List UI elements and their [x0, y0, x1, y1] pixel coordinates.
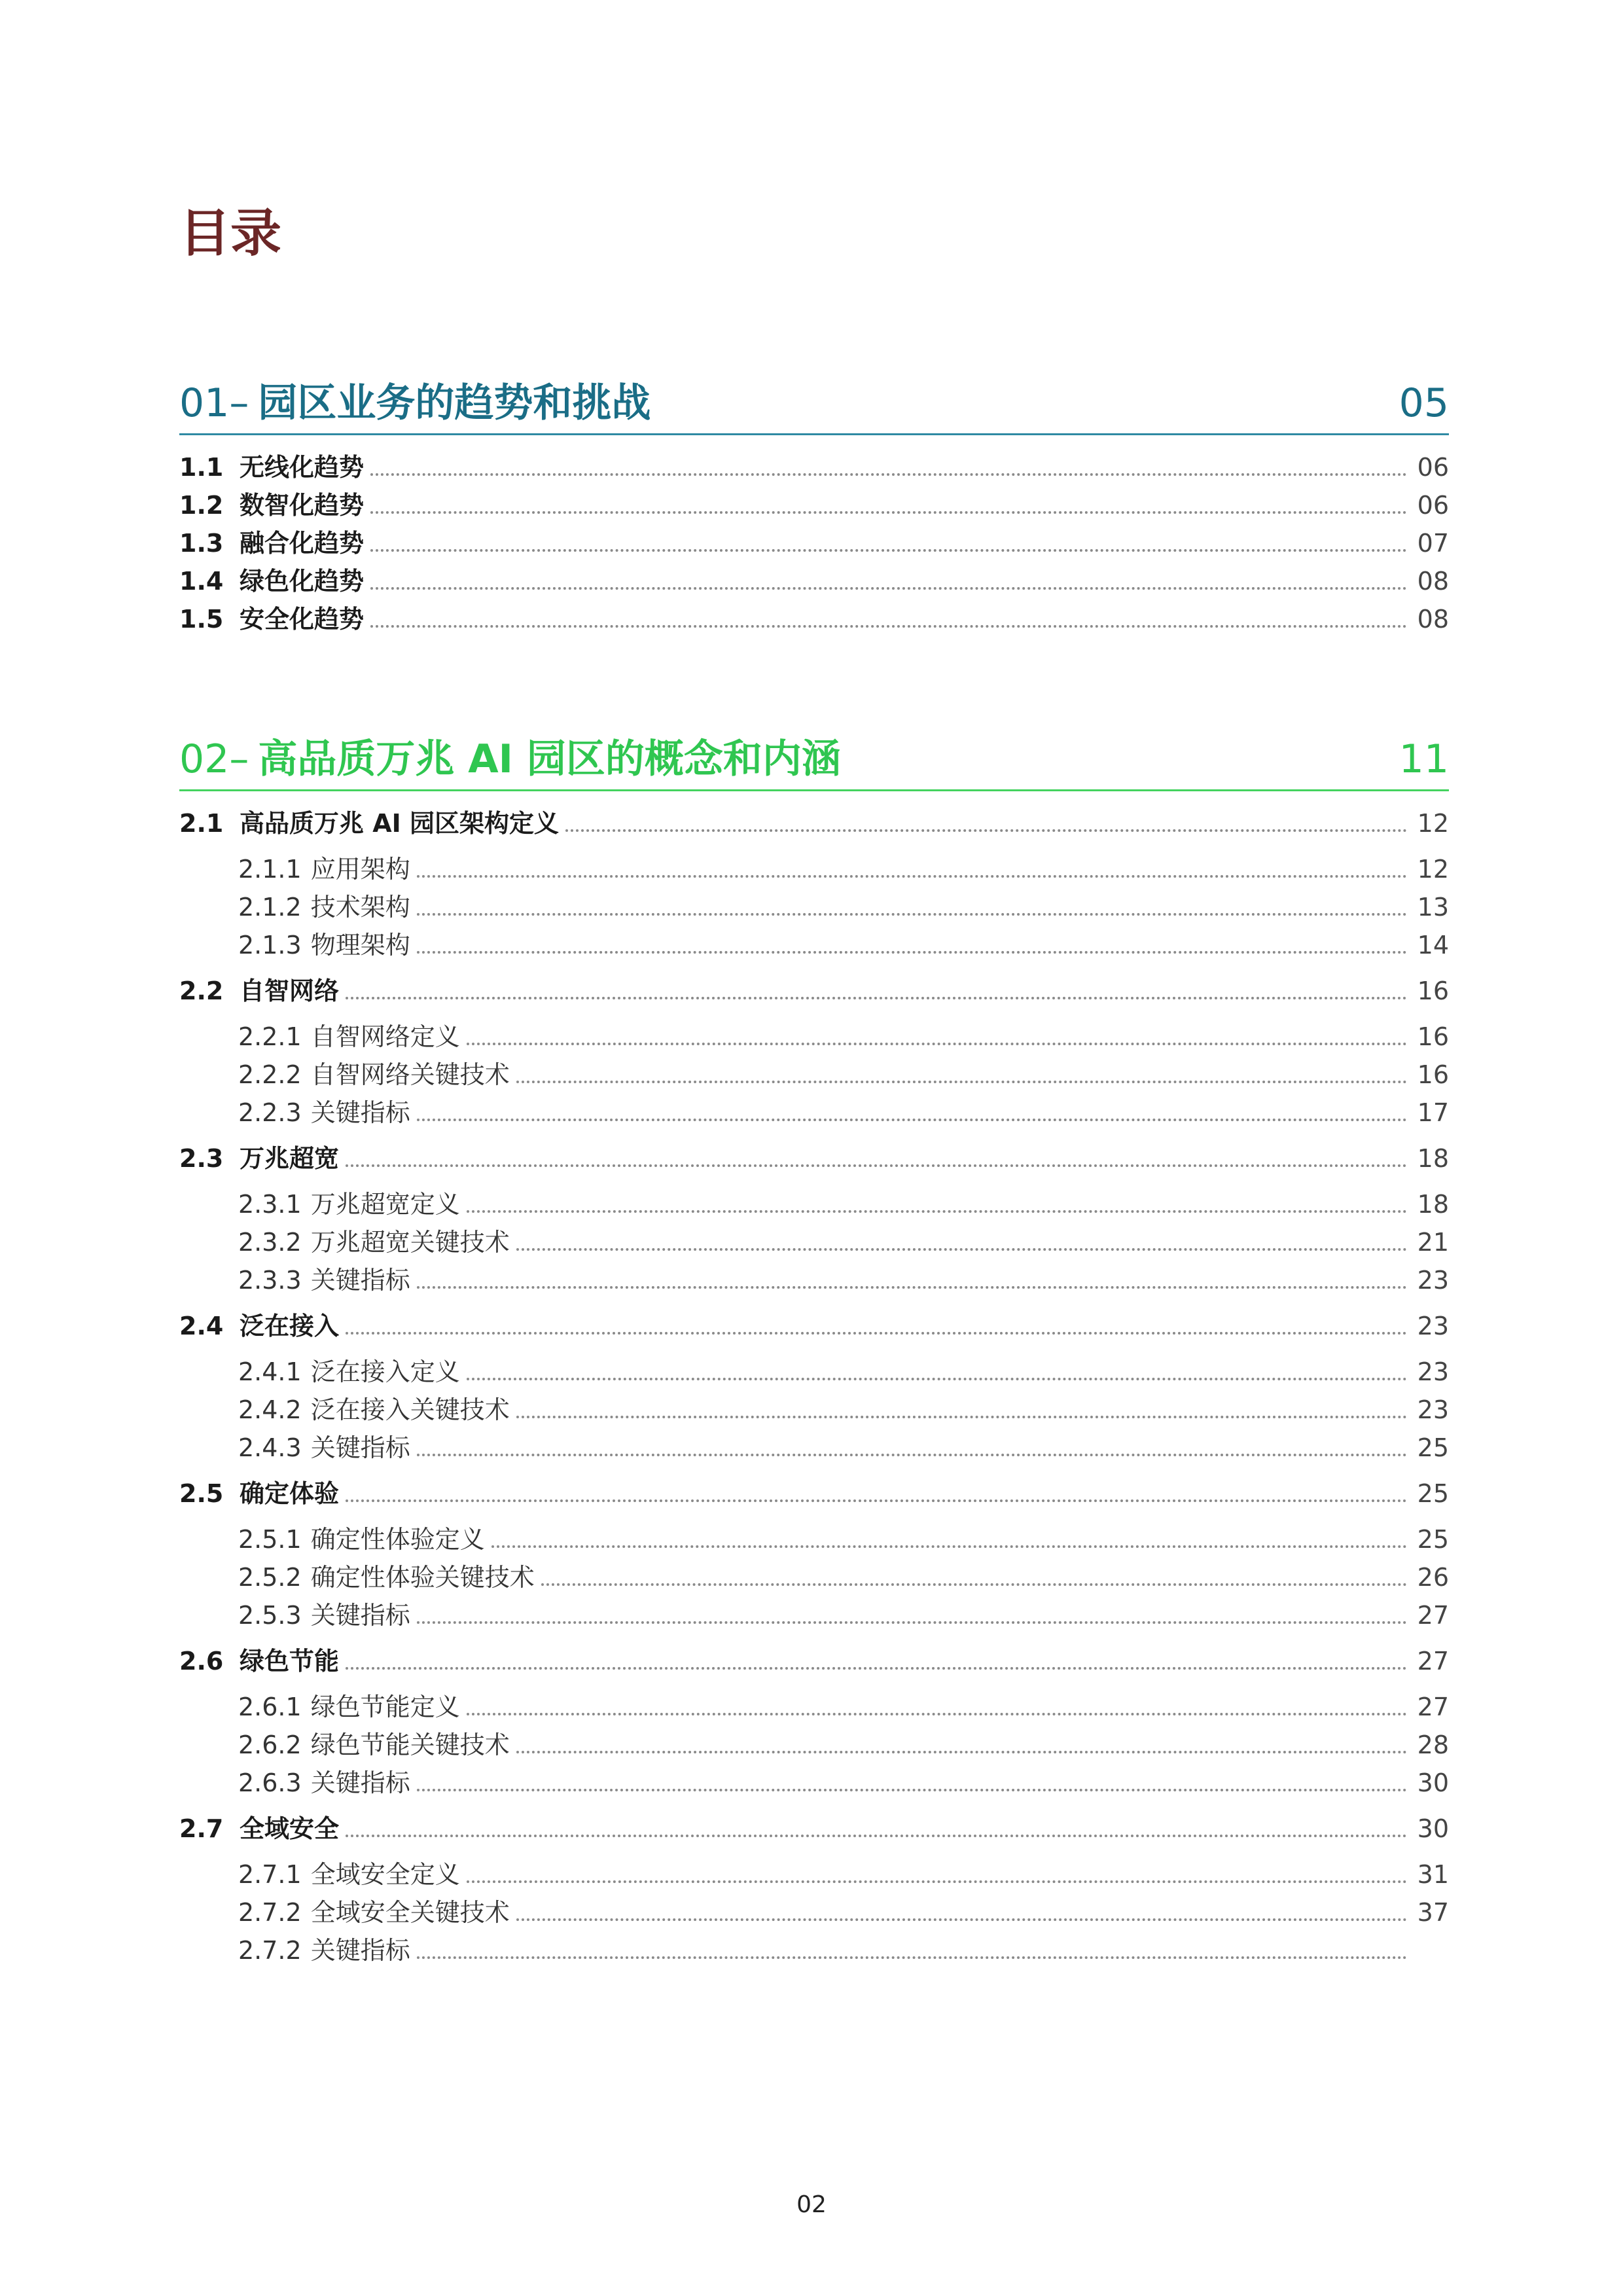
- entry-number: 2.3.2: [238, 1228, 302, 1257]
- entry-title: 自智网络关键技术: [310, 1060, 510, 1089]
- dot-leader: [417, 1119, 1407, 1121]
- toc-entry[interactable]: [238, 1359, 1449, 1384]
- entry-title: 确定体验: [240, 1479, 340, 1508]
- entry-title: 无线化趋势: [240, 453, 365, 482]
- entry-page: 26: [1417, 1563, 1449, 1592]
- dot-leader: [516, 1751, 1407, 1753]
- entry-title: 绿色节能关键技术: [310, 1731, 510, 1759]
- dot-leader: [346, 1332, 1407, 1335]
- dot-leader: [417, 1621, 1407, 1624]
- chapter-01: [179, 380, 1449, 634]
- entry-page: 27: [1417, 1601, 1449, 1630]
- entry-number: 1.3: [179, 529, 224, 558]
- toc-entry[interactable]: [238, 895, 1449, 920]
- entry-number: 2.7: [179, 1814, 224, 1843]
- entry-page: 25: [1417, 1479, 1449, 1508]
- chapter-title: 园区业务的趋势和挑战: [258, 380, 651, 426]
- entry-title: 关键指标: [310, 1601, 410, 1630]
- toc-entry[interactable]: [238, 857, 1449, 882]
- toc-entry[interactable]: [179, 607, 1449, 632]
- dot-leader: [467, 1378, 1407, 1380]
- dot-leader: [346, 1667, 1407, 1670]
- dot-leader: [417, 1789, 1407, 1791]
- entry-page: 31: [1417, 1860, 1449, 1889]
- entry-title: 高品质万兆 AI 园区架构定义: [240, 809, 560, 838]
- entry-page: 06: [1417, 453, 1449, 482]
- entry-number: 2.2.3: [238, 1098, 302, 1127]
- entry-page: 12: [1417, 809, 1449, 838]
- entry-page: 14: [1417, 931, 1449, 960]
- entry-number: 2.4.1: [238, 1357, 302, 1386]
- chapter-divider: [179, 433, 1449, 435]
- entry-page: 23: [1417, 1395, 1449, 1424]
- entry-number: 2.6.1: [238, 1693, 302, 1721]
- entry-number: 2.7.2: [238, 1936, 302, 1965]
- entry-page: 25: [1417, 1525, 1449, 1554]
- toc-entry[interactable]: [238, 1900, 1449, 1925]
- toc-entry[interactable]: [238, 1603, 1449, 1628]
- toc-entry[interactable]: [179, 455, 1449, 480]
- entry-page: 08: [1417, 567, 1449, 596]
- dot-leader: [516, 1416, 1407, 1418]
- entry-title: 绿色节能: [240, 1647, 340, 1676]
- toc-entry[interactable]: [238, 1397, 1449, 1422]
- chapter-page: 11: [1399, 736, 1449, 782]
- dot-leader: [516, 1081, 1407, 1083]
- toc-entry[interactable]: [179, 569, 1449, 594]
- chapter-page: 05: [1399, 380, 1449, 426]
- entry-title: 泛在接入: [240, 1312, 340, 1340]
- toc-entry[interactable]: [238, 1938, 1449, 1963]
- dot-leader: [346, 1835, 1407, 1837]
- entry-title: 万兆超宽: [240, 1144, 340, 1173]
- entry-number: 2.6.2: [238, 1731, 302, 1759]
- entry-number: 2.1.3: [238, 931, 302, 960]
- entry-number: 2.5.1: [238, 1525, 302, 1554]
- entry-page: 25: [1417, 1433, 1449, 1462]
- entry-page: 16: [1417, 1022, 1449, 1051]
- dot-leader: [541, 1583, 1407, 1586]
- entry-title: 自智网络定义: [310, 1022, 460, 1051]
- entry-title: 绿色化趋势: [240, 567, 365, 596]
- toc-entry[interactable]: [238, 1230, 1449, 1255]
- entry-title: 安全化趋势: [240, 605, 365, 634]
- entry-page: 12: [1417, 855, 1449, 884]
- entry-page: 07: [1417, 529, 1449, 558]
- entry-page: 16: [1417, 1060, 1449, 1089]
- toc-entry[interactable]: [179, 493, 1449, 518]
- entry-title: 关键指标: [310, 1433, 410, 1462]
- toc-entry[interactable]: [238, 1732, 1449, 1757]
- toc-entry[interactable]: [179, 811, 1449, 836]
- entry-number: 2.5.3: [238, 1601, 302, 1630]
- chapter-02: [179, 736, 1449, 1965]
- entry-title: 关键指标: [310, 1768, 410, 1797]
- dot-leader: [467, 1880, 1407, 1883]
- toc-entry[interactable]: [238, 1024, 1449, 1049]
- dot-leader: [467, 1210, 1407, 1213]
- entry-number: 2.3.3: [238, 1266, 302, 1295]
- chapter-title: 高品质万兆 AI 园区的概念和内涵: [258, 736, 841, 782]
- chapter-heading[interactable]: [179, 736, 1449, 789]
- entry-page: 30: [1417, 1768, 1449, 1797]
- entry-title: 全域安全定义: [310, 1860, 460, 1889]
- toc-entry[interactable]: [238, 1192, 1449, 1217]
- dot-leader: [467, 1043, 1407, 1045]
- dot-leader: [346, 1499, 1407, 1502]
- entry-number: 2.3.1: [238, 1190, 302, 1219]
- dot-leader: [417, 1286, 1407, 1289]
- toc-entry[interactable]: [238, 1565, 1449, 1590]
- entry-number: 2.3: [179, 1144, 224, 1173]
- chapter-number: 01–: [179, 380, 249, 426]
- entry-title: 关键指标: [310, 1266, 410, 1295]
- entry-number: 2.6.3: [238, 1768, 302, 1797]
- chapter-number: 02–: [179, 736, 249, 782]
- entry-title: 融合化趋势: [240, 529, 365, 558]
- dot-leader: [346, 1164, 1407, 1167]
- dot-leader: [417, 1956, 1407, 1959]
- entry-title: 确定性体验关键技术: [310, 1563, 535, 1592]
- toc-entry[interactable]: [179, 531, 1449, 556]
- dot-leader: [370, 549, 1407, 552]
- entry-title: 全域安全关键技术: [310, 1898, 510, 1927]
- entry-number: 2.1: [179, 809, 224, 838]
- entry-number: 1.2: [179, 491, 224, 520]
- toc-entry[interactable]: [179, 1146, 1449, 1171]
- entry-title: 数智化趋势: [240, 491, 365, 520]
- entry-page: 27: [1417, 1693, 1449, 1721]
- entry-title: 技术架构: [310, 893, 410, 922]
- entry-title: 全域安全: [240, 1814, 340, 1843]
- dot-leader: [370, 625, 1407, 628]
- page-number: 02: [796, 2191, 827, 2218]
- entry-number: 2.7.1: [238, 1860, 302, 1889]
- entry-page: 08: [1417, 605, 1449, 634]
- entry-page: 06: [1417, 491, 1449, 520]
- chapter-divider: [179, 789, 1449, 791]
- toc-entry[interactable]: [179, 1314, 1449, 1338]
- dot-leader: [417, 875, 1407, 878]
- entry-page: 21: [1417, 1228, 1449, 1257]
- chapter-heading[interactable]: [179, 380, 1449, 433]
- entry-title: 物理架构: [310, 931, 410, 960]
- toc-entry[interactable]: [238, 1862, 1449, 1887]
- entry-number: 2.6: [179, 1647, 224, 1676]
- entry-number: 2.4.2: [238, 1395, 302, 1424]
- dot-leader: [417, 951, 1407, 954]
- toc-entry[interactable]: [238, 1695, 1449, 1719]
- entry-number: 2.1.2: [238, 893, 302, 922]
- entry-number: 2.4.3: [238, 1433, 302, 1462]
- toc-entry[interactable]: [238, 1268, 1449, 1293]
- dot-leader: [346, 997, 1407, 999]
- entry-number: 2.2: [179, 977, 224, 1005]
- dot-leader: [467, 1713, 1407, 1715]
- toc-entry[interactable]: [179, 1481, 1449, 1506]
- entry-page: 23: [1417, 1266, 1449, 1295]
- dot-leader: [565, 829, 1407, 832]
- dot-leader: [417, 1454, 1407, 1456]
- dot-leader: [370, 511, 1407, 514]
- entry-page: 16: [1417, 977, 1449, 1005]
- entry-title: 确定性体验定义: [310, 1525, 485, 1554]
- toc-entry[interactable]: [238, 1062, 1449, 1087]
- entry-number: 1.5: [179, 605, 224, 634]
- dot-leader: [491, 1545, 1407, 1548]
- entry-title: 自智网络: [240, 977, 340, 1005]
- entry-number: 1.4: [179, 567, 224, 596]
- entry-number: 2.1.1: [238, 855, 302, 884]
- entry-page: 13: [1417, 893, 1449, 922]
- entry-page: 27: [1417, 1647, 1449, 1676]
- toc-entry[interactable]: [238, 1770, 1449, 1795]
- entry-number: 2.4: [179, 1312, 224, 1340]
- entry-title: 泛在接入定义: [310, 1357, 460, 1386]
- dot-leader: [516, 1918, 1407, 1921]
- entry-title: 关键指标: [310, 1098, 410, 1127]
- toc-entry[interactable]: [179, 978, 1449, 1003]
- entry-page: 37: [1417, 1898, 1449, 1927]
- entry-title: 绿色节能定义: [310, 1693, 460, 1721]
- entry-title: 应用架构: [310, 855, 410, 884]
- toc-entry[interactable]: [238, 1527, 1449, 1552]
- entry-number: 2.2.1: [238, 1022, 302, 1051]
- entry-page: 30: [1417, 1814, 1449, 1843]
- entry-number: 2.7.2: [238, 1898, 302, 1927]
- entry-title: 万兆超宽关键技术: [310, 1228, 510, 1257]
- entry-title: 万兆超宽定义: [310, 1190, 460, 1219]
- entry-number: 2.5.2: [238, 1563, 302, 1592]
- entry-title: 关键指标: [310, 1936, 410, 1965]
- dot-leader: [417, 913, 1407, 916]
- dot-leader: [370, 473, 1407, 476]
- page-title: 目录: [179, 204, 282, 263]
- entry-number: 2.2.2: [238, 1060, 302, 1089]
- entry-number: 1.1: [179, 453, 224, 482]
- dot-leader: [370, 587, 1407, 590]
- toc-entry[interactable]: [238, 1435, 1449, 1460]
- toc-entry[interactable]: [179, 1649, 1449, 1674]
- entry-page: 28: [1417, 1731, 1449, 1759]
- entry-number: 2.5: [179, 1479, 224, 1508]
- toc-entry[interactable]: [238, 933, 1449, 958]
- entry-page: 23: [1417, 1357, 1449, 1386]
- entry-page: 23: [1417, 1312, 1449, 1340]
- toc-entry[interactable]: [238, 1100, 1449, 1125]
- entry-page: 17: [1417, 1098, 1449, 1127]
- dot-leader: [516, 1248, 1407, 1251]
- toc-entry[interactable]: [179, 1816, 1449, 1841]
- entry-page: 18: [1417, 1190, 1449, 1219]
- entry-title: 泛在接入关键技术: [310, 1395, 510, 1424]
- entry-page: 18: [1417, 1144, 1449, 1173]
